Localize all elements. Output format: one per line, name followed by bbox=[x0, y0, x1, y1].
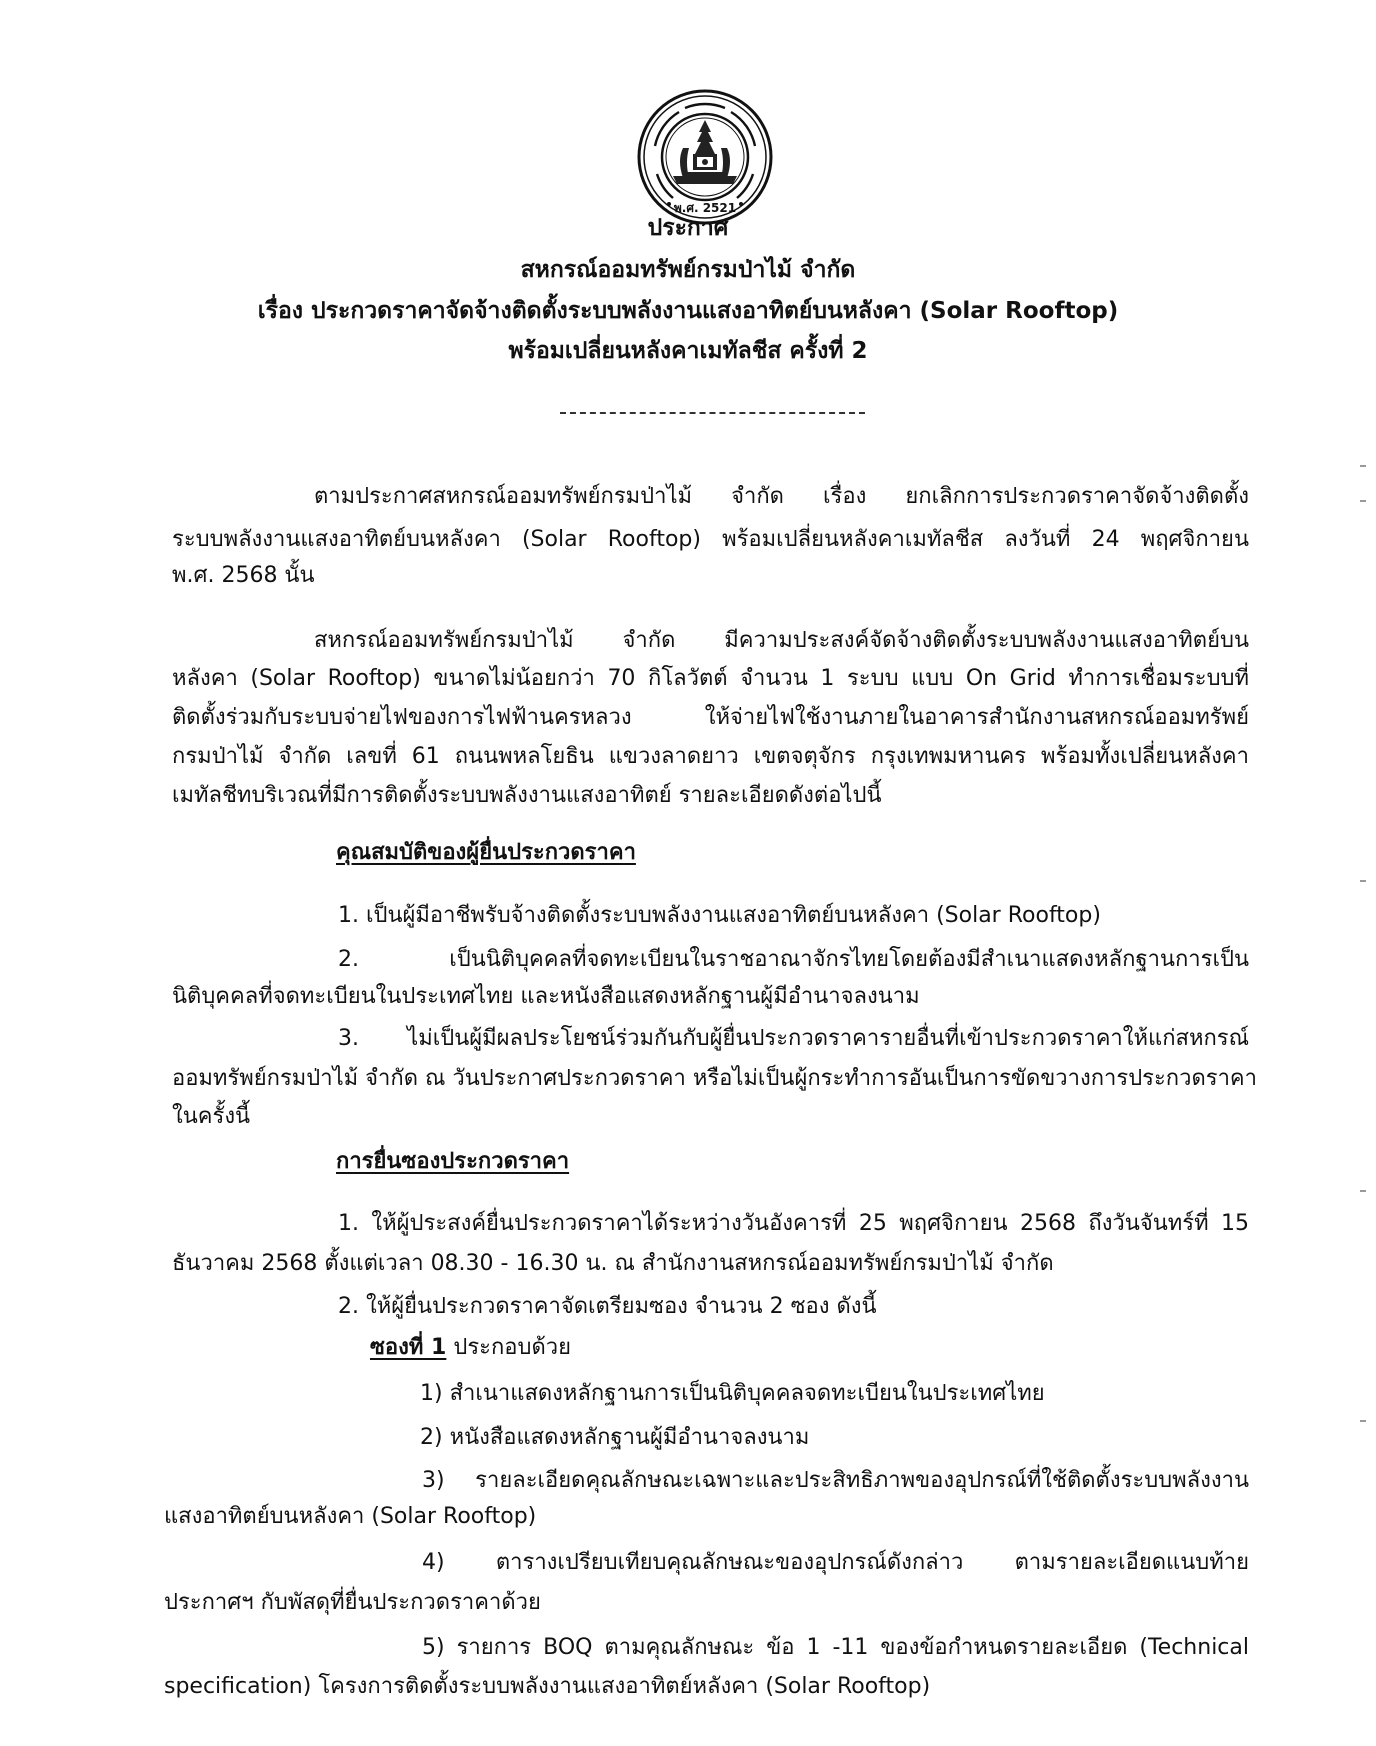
envelope-1-item-4-line2: ประกาศฯ กับพัสดุที่ยื่นประกวดราคาด้วย bbox=[164, 1590, 541, 1615]
para2-line1: สหกรณ์ออมทรัพย์กรมป่าไม้ จำกัด มีความประสงค์จัดจ้างติดตั้งระบบพลังงานแสงอาทิตย์บน bbox=[314, 628, 1249, 653]
para2-line3: ติดตั้งร่วมกับระบบจ่ายไฟของการไฟฟ้านครหลวง ให้จ่ายไฟใช้งานภายในอาคารสำนักงานสหกรณ์ออมทรัพย์ bbox=[172, 705, 1249, 730]
seal-year-text: พ.ศ. 2521 bbox=[673, 201, 737, 215]
qualification-item-1: 1. เป็นผู้มีอาชีพรับจ้างติดตั้งระบบพลังงานแสงอาทิตย์บนหลังคา (Solar Rooftop) bbox=[338, 903, 1101, 928]
subject-title: เรื่อง ประกวดราคาจัดจ้างติดตั้งระบบพลังงานแสงอาทิตย์บนหลังคา (Solar Rooftop) bbox=[257, 298, 1119, 324]
qualification-item-3-line1: 3. ไม่เป็นผู้มีผลประโยชน์ร่วมกันกับผู้ยื่นประกวดราคารายอื่นที่เข้าประกวดราคาให้แก่สหกรณ์ bbox=[338, 1026, 1249, 1051]
qualifications-heading: คุณสมบัติของผู้ยื่นประกวดราคา bbox=[336, 840, 636, 865]
para1-line2: ระบบพลังงานแสงอาทิตย์บนหลังคา (Solar Rooftop) พร้อมเปลี่ยนหลังคาเมทัลชีส ลงวันที่ 24 พฤศจิกายน bbox=[172, 527, 1249, 552]
scan-mark bbox=[1360, 1190, 1366, 1192]
para2-line4: กรมป่าไม้ จำกัด เลขที่ 61 ถนนพหลโยธิน แขวงลาดยาว เขตจตุจักร กรุงเทพมหานคร พร้อมทั้งเปลี่ยนหลังคา bbox=[172, 744, 1249, 769]
subject-title-line2: พร้อมเปลี่ยนหลังคาเมทัลชีส ครั้งที่ 2 bbox=[508, 338, 868, 364]
envelope-1-item-3-line2: แสงอาทิตย์บนหลังคา (Solar Rooftop) bbox=[164, 1504, 537, 1529]
submission-item-2: 2. ให้ผู้ยื่นประกวดราคาจัดเตรียมซอง จำนวน 2 ซอง ดังนี้ bbox=[338, 1294, 877, 1319]
qualification-item-2-line1: 2. เป็นนิติบุคคลที่จดทะเบียนในราชอาณาจักรไทยโดยต้องมีสำเนาแสดงหลักฐานการเป็น bbox=[338, 947, 1249, 972]
cooperative-seal-icon bbox=[633, 88, 778, 226]
scan-mark bbox=[1360, 1420, 1366, 1422]
envelope-1-rest: ประกอบด้วย bbox=[446, 1335, 571, 1360]
para1-line3: พ.ศ. 2568 นั้น bbox=[172, 563, 315, 588]
submission-item-1-line2: ธันวาคม 2568 ตั้งแต่เวลา 08.30 - 16.30 น. ณ สำนักงานสหกรณ์ออมทรัพย์กรมป่าไม้ จำกัด bbox=[172, 1251, 1054, 1276]
envelope-1-item-2: 2) หนังสือแสดงหลักฐานผู้มีอำนาจลงนาม bbox=[420, 1425, 810, 1450]
envelope-1-item-4-line1: 4) ตารางเปรียบเทียบคุณลักษณะของอุปกรณ์ดังกล่าว ตามรายละเอียดแนบท้าย bbox=[422, 1550, 1249, 1575]
submission-heading: การยื่นซองประกวดราคา bbox=[336, 1149, 570, 1174]
envelope-1-item-5-line1: 5) รายการ BOQ ตามคุณลักษณะ ข้อ 1 -11 ของข้อกำหนดรายละเอียด (Technical bbox=[422, 1635, 1249, 1660]
announcement-label: ประกาศ bbox=[647, 215, 729, 241]
envelope-1-line bbox=[370, 1333, 571, 1363]
qualification-item-3-line2: ออมทรัพย์กรมป่าไม้ จำกัด ณ วันประกาศประกวดราคา หรือไม่เป็นผู้กระทำการอันเป็นการขัดขวางการประกวดราคา bbox=[172, 1066, 1258, 1091]
para2-line2: หลังคา (Solar Rooftop) ขนาดไม่น้อยกว่า 70 กิโลวัตต์ จำนวน 1 ระบบ แบบ On Grid ทำการเชื่อมระบบที่ bbox=[172, 666, 1249, 691]
title-divider bbox=[560, 412, 865, 414]
envelope-1-item-5-line2: specification) โครงการติดตั้งระบบพลังงานแสงอาทิตย์หลังคา (Solar Rooftop) bbox=[164, 1674, 931, 1699]
envelope-1-item-1: 1) สำเนาแสดงหลักฐานการเป็นนิติบุคคลจดทะเบียนในประเทศไทย bbox=[420, 1381, 1045, 1406]
scan-mark bbox=[1360, 500, 1366, 502]
para1-line1: ตามประกาศสหกรณ์ออมทรัพย์กรมป่าไม้ จำกัด เรื่อง ยกเลิกการประกวดราคาจัดจ้างติดตั้ง bbox=[314, 484, 1249, 509]
envelope-1-label: ซองที่ 1 bbox=[370, 1335, 447, 1360]
qualification-item-2-line2: นิติบุคคลที่จดทะเบียนในประเทศไทย และหนังสือแสดงหลักฐานผู้มีอำนาจลงนาม bbox=[172, 984, 920, 1009]
envelope-1-item-3-line1: 3) รายละเอียดคุณลักษณะเฉพาะและประสิทธิภาพของอุปกรณ์ที่ใช้ติดตั้งระบบพลังงาน bbox=[422, 1468, 1249, 1493]
submission-item-1-line1: 1. ให้ผู้ประสงค์ยื่นประกวดราคาได้ระหว่างวันอังคารที่ 25 พฤศจิกายน 2568 ถึงวันจันทร์ที่ 15 bbox=[338, 1211, 1249, 1236]
para2-line5: เมทัลชีทบริเวณที่มีการติดตั้งระบบพลังงานแสงอาทิตย์ รายละเอียดดังต่อไปนี้ bbox=[172, 783, 882, 808]
qualification-item-3-line3: ในครั้งนี้ bbox=[172, 1104, 251, 1129]
scan-mark bbox=[1360, 880, 1366, 882]
scan-mark bbox=[1360, 465, 1366, 467]
organization-name: สหกรณ์ออมทรัพย์กรมป่าไม้ จำกัด bbox=[520, 257, 856, 283]
